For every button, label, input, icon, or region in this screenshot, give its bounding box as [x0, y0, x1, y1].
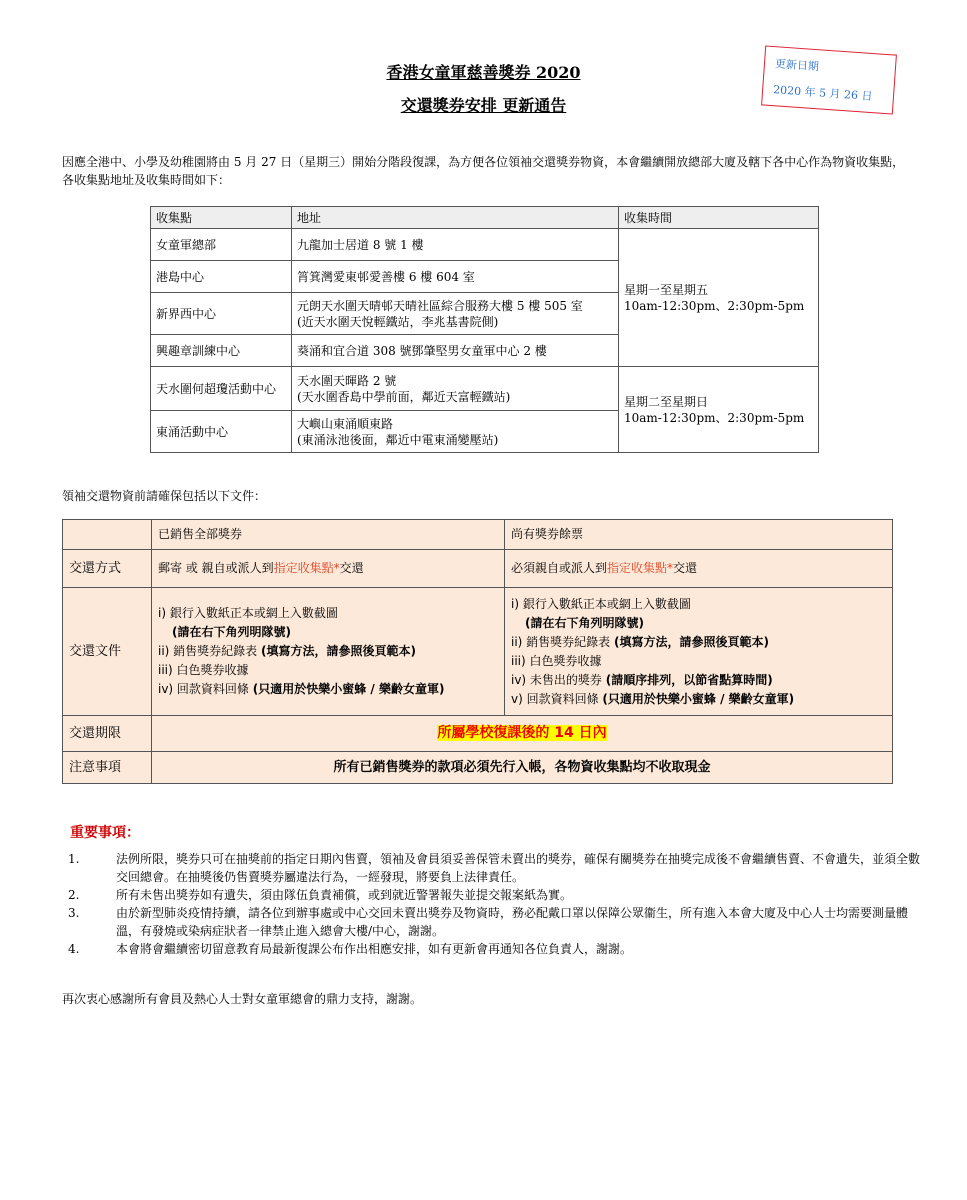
- intro-paragraph: 因應全港中、小學及幼稚園將由 5 月 27 日（星期三）開始分階段復課，為方便各位領袖交還獎券物資，本會繼續開放總部大廈及轄下各中心作為物資收集點，各收集點地址及收集時間如下：: [62, 155, 905, 187]
- doc-item-text: v) 回款資料回條: [511, 691, 603, 706]
- item-text: 本會將會繼續密切留意教育局最新復課公布作出相應安排，如有更新會再通知各位負責人，謝謝。: [116, 942, 633, 956]
- row-label-method: 交還方式: [63, 550, 152, 588]
- table-row: [63, 716, 893, 752]
- stamp-date: 2020 年 5 月 26 日: [772, 83, 873, 104]
- collection-time-weekdays: [619, 229, 819, 367]
- time-hours: 10am-12:30pm、2:30pm-5pm: [624, 298, 805, 313]
- method-text: 必須親自或派人到: [511, 561, 608, 575]
- point-address: 筲箕灣愛東邨愛善樓 6 樓 604 室: [292, 261, 619, 293]
- item-text: 由於新型肺炎疫情持續，請各位到辦事處或中心交回未賣出獎券及物資時，務必配戴口罩以保障公眾衞生，所有進入本會大廈及中心人士均需要測量體溫，有發燒或染病症狀者一律禁止進入總會大樓/中心，謝謝。: [116, 906, 909, 938]
- doc-item: [158, 642, 498, 661]
- doc-item-text: ii) 銷售獎券紀錄表: [511, 634, 614, 649]
- table-row: [63, 588, 893, 716]
- table-row: [151, 229, 819, 261]
- table-row: [151, 367, 819, 411]
- point-name: 天水圍何超瓊活動中心: [151, 367, 292, 411]
- deadline-cell: [152, 716, 893, 752]
- method-text: 郵寄 或 親自或派人到: [158, 561, 274, 575]
- row-label-documents: 交還文件: [63, 588, 152, 716]
- table-header-row: [63, 520, 893, 550]
- point-name: 東涌活動中心: [151, 411, 292, 453]
- method-remaining: [505, 550, 893, 588]
- doc-item: i) 銀行入數紙正本或網上入數截圖: [511, 596, 691, 611]
- page-title: 香港女童軍慈善獎券 2020: [386, 63, 581, 82]
- doc-item: i) 銀行入數紙正本或網上入數截圖: [158, 606, 338, 620]
- doc-item-text: ii) 銷售獎券紀錄表: [158, 644, 261, 658]
- table-header-row: [151, 207, 819, 229]
- point-address: 葵涌和宜合道 308 號鄧肇堅男女童軍中心 2 樓: [292, 335, 619, 367]
- list-item: [62, 904, 922, 940]
- list-item: [62, 850, 922, 886]
- point-address: [292, 293, 619, 335]
- time-hours: 10am-12:30pm、2:30pm-5pm: [624, 410, 805, 425]
- list-item: [62, 940, 922, 958]
- method-text: 交還: [339, 561, 364, 575]
- item-text: 所有未售出獎券如有遺失，須由隊伍負責補償，或到就近警署報失並提交報案紙為實。: [116, 888, 573, 902]
- update-date-stamp: [761, 45, 897, 114]
- item-number: 2.: [68, 888, 80, 902]
- header-collection-point: 收集點: [151, 207, 292, 229]
- doc-item-text: iv) 未售出的獎券: [511, 672, 606, 687]
- doc-note: (請在右下角列明隊號): [172, 625, 291, 639]
- point-name: 港島中心: [151, 261, 292, 293]
- item-text: 法例所限，獎券只可在抽獎前的指定日期內售賣，領袖及會員須妥善保管未賣出的獎券，確保有關獎券在抽獎完成後不會繼續售賣、不會遺失，並須全數交回總會。在抽獎後仍售賣獎券屬違法行為，一經發現，將要負上法律責任。: [116, 852, 921, 884]
- corner-cell: [63, 520, 152, 550]
- documents-sold-all: [152, 588, 505, 716]
- point-address: [292, 411, 619, 453]
- point-address: [292, 367, 619, 411]
- time-days: 星期二至星期日: [624, 394, 709, 409]
- point-name: 興趣章訓練中心: [151, 335, 292, 367]
- important-list: [62, 850, 922, 958]
- closing-thanks: 再次衷心感謝所有會員及熱心人士對女童軍總會的鼎力支持，謝謝。: [62, 992, 423, 1006]
- item-number: 4.: [68, 942, 80, 956]
- doc-item: [511, 671, 886, 690]
- documents-remaining: [505, 588, 893, 716]
- deadline-text: 所屬學校復課後的 14 日內: [437, 725, 607, 741]
- notes-text: 所有已銷售獎券的款項必須先行入帳，各物資收集點均不收取現金: [152, 752, 893, 784]
- method-sold-all: [152, 550, 505, 588]
- method-highlight: 指定收集點*: [607, 561, 674, 575]
- header-sold-all: 已銷售全部獎券: [152, 520, 505, 550]
- address-line: 元朗天水圍天晴邨天晴社區綜合服務大樓 5 樓 505 室: [297, 298, 583, 313]
- point-name: 女童軍總部: [151, 229, 292, 261]
- collection-points-table: [150, 206, 819, 453]
- list-item: [62, 886, 922, 904]
- row-label-notes: 注意事項: [63, 752, 152, 784]
- row-label-deadline: 交還期限: [63, 716, 152, 752]
- address-line: 天水圍天暉路 2 號: [297, 373, 397, 388]
- documents-intro: 領袖交還物資前請確保包括以下文件：: [62, 489, 267, 503]
- address-line: 大嶼山東涌順東路: [297, 416, 394, 431]
- doc-note: (請在右下角列明隊號): [525, 615, 644, 630]
- doc-item-bold: (請順序排列，以節省點算時間): [605, 672, 773, 687]
- return-documents-table: [62, 519, 893, 784]
- table-row: [63, 752, 893, 784]
- stamp-label: 更新日期: [774, 57, 820, 74]
- item-number: 1.: [68, 852, 80, 866]
- doc-item: iii) 白色獎券收據: [158, 663, 249, 677]
- item-number: 3.: [68, 906, 80, 920]
- time-days: 星期一至星期五: [624, 282, 709, 297]
- method-highlight: 指定收集點*: [273, 561, 340, 575]
- collection-time-tue-sun: [619, 367, 819, 453]
- address-note: (東涌泳池後面，鄰近中電東涌變壓站): [297, 432, 499, 447]
- header-remaining: 尚有獎券餘票: [505, 520, 893, 550]
- address-note: (近天水圍天悅輕鐵站，李兆基書院側): [297, 314, 499, 329]
- address-note: (天水圍香島中學前面，鄰近天富輕鐵站): [297, 389, 511, 404]
- doc-item: [511, 633, 886, 652]
- doc-item-bold: (只適用於快樂小蜜蜂 / 樂齡女童軍): [252, 682, 445, 696]
- doc-item-bold: (填寫方法，請參照後頁範本): [260, 644, 416, 658]
- point-address: 九龍加士居道 8 號 1 樓: [292, 229, 619, 261]
- header-collection-time: 收集時間: [619, 207, 819, 229]
- point-name: 新界西中心: [151, 293, 292, 335]
- page-subtitle: 交還獎券安排 更新通告: [400, 96, 567, 115]
- table-row: [63, 550, 893, 588]
- method-text: 交還: [673, 561, 698, 575]
- doc-item: [158, 680, 498, 699]
- doc-item: iii) 白色獎券收據: [511, 653, 602, 668]
- doc-item-bold: (填寫方法，請參照後頁範本): [613, 634, 769, 649]
- doc-item-bold: (只適用於快樂小蜜蜂 / 樂齡女童軍): [602, 691, 795, 706]
- header-address: 地址: [292, 207, 619, 229]
- important-heading: 重要事項：: [70, 825, 140, 841]
- doc-item-text: iv) 回款資料回條: [158, 682, 253, 696]
- doc-item: [511, 690, 886, 709]
